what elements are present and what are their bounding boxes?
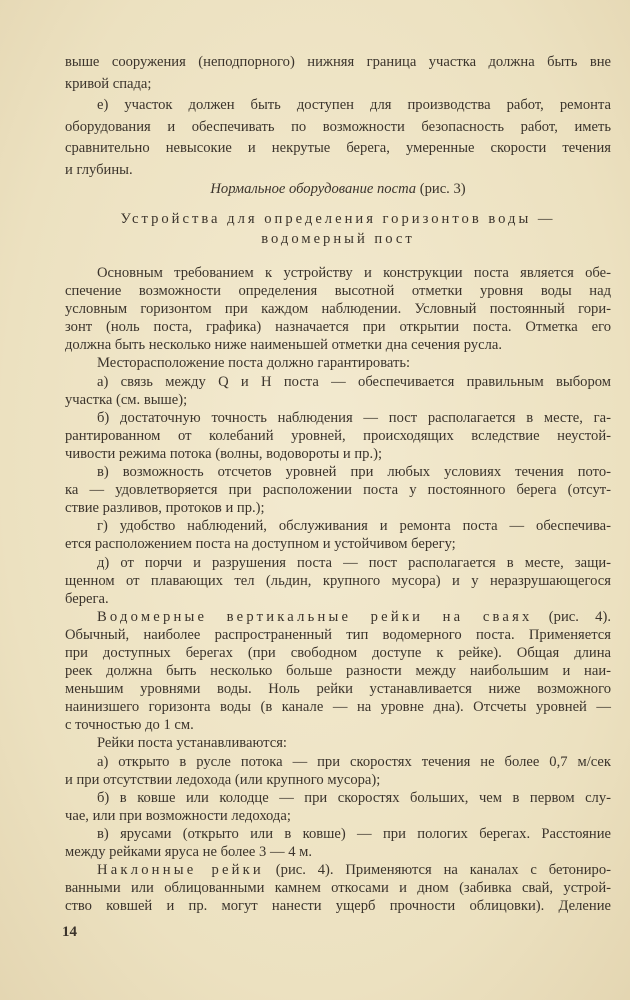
line-text: д) от порчи и разрушения поста — пост располагается в месте, защи-	[97, 554, 611, 571]
text-line	[65, 264, 611, 282]
line-text: сравнительно невысокие и некрутые берега, умеренные скорости течения	[65, 140, 611, 156]
line-text: г) удобство наблюдений, обслуживания и ремонта поста — обеспечива-	[97, 518, 611, 535]
text-line	[65, 716, 611, 734]
line-text: в) возможность отсчетов уровней при любых условиях течения пото-	[97, 464, 611, 481]
spaced-heading: Водомерные вертикальные рейки на сваях	[97, 608, 533, 625]
line-text: выше сооружения (неподпорного) нижняя граница участка должна быть вне	[65, 54, 611, 70]
line-text: реек должна быть несколько больше разности между наибольшим и наи-	[65, 663, 611, 680]
text-line	[65, 554, 611, 572]
section-title-line-1: Устройства для определения горизонтов воды —	[120, 211, 556, 227]
line-text: ванными или облицованными камнем откосами и дном (забивка свай, устрой-	[65, 880, 611, 897]
text-line	[65, 698, 611, 716]
line-text: е) участок должен быть доступен для производства работ, ремонта	[97, 97, 611, 113]
subheading	[65, 181, 611, 198]
text-line	[65, 427, 611, 445]
line-text: (рис. 4).	[532, 608, 611, 625]
text-line	[65, 789, 611, 807]
line-text: и глубины.	[65, 161, 133, 178]
line-text: Обычный, наиболее распространенный тип водомерного поста. Применяется	[65, 626, 611, 643]
text-line	[65, 590, 611, 608]
line-text: ется расположением поста на доступном и устойчивом берегу;	[65, 536, 456, 553]
text-line	[65, 680, 611, 698]
line-text: оборудования и обеспечивать по возможности безопасность работ, иметь	[65, 118, 611, 135]
text-line	[65, 644, 611, 662]
text-line	[65, 481, 611, 499]
line-text: участка (см. выше);	[65, 391, 188, 408]
text-line	[65, 52, 611, 74]
section-title-line-2: водомерный пост	[261, 231, 415, 247]
text-line	[65, 861, 611, 879]
line-text: ствие разливов, протоков и пр.);	[65, 500, 265, 517]
line-text: кривой спада;	[65, 75, 152, 92]
text-line	[65, 300, 611, 318]
text-line	[65, 445, 611, 463]
text-line	[65, 138, 611, 160]
line-text: ка — удовлетворяется при расположении поста у постоянного берега (отсут-	[65, 482, 611, 499]
text-line	[65, 897, 611, 915]
text-line	[65, 517, 611, 535]
line-text: чае, или при возможности ледохода;	[65, 807, 291, 824]
text-line	[65, 117, 611, 139]
text-line	[65, 753, 611, 771]
line-text: ство ковшей и пр. могут нанести ущерб прочности облицовки). Деление	[65, 898, 611, 915]
spaced-heading: Наклонные рейки	[97, 862, 264, 879]
line-text: берега.	[65, 590, 109, 607]
text-line	[65, 463, 611, 481]
line-text: в) ярусами (открыто или в ковше) — при пологих берегах. Расстояние	[97, 825, 611, 842]
text-line	[65, 535, 611, 553]
line-text: Основным требованием к устройству и конструкции поста является обе-	[97, 265, 611, 281]
line-text: между рейками яруса не более 3 — 4 м.	[65, 844, 313, 860]
line-text: чивости режима потока (волны, водовороты и пр.);	[65, 445, 383, 462]
text-line	[65, 807, 611, 825]
text-line	[65, 843, 611, 861]
line-text: щенном от плавающих тел (льдин, крупного мусора) и у неразрушающегося	[65, 572, 611, 589]
top-paragraphs	[65, 52, 611, 181]
line-text: Месторасположение поста должно гарантировать:	[97, 355, 411, 372]
line-text: Рейки поста устанавливаются:	[97, 735, 287, 752]
line-text: спечение возможности определения высотной отметки уровня воды над	[65, 283, 611, 300]
text-line	[65, 879, 611, 897]
line-text: с точностью до 1 см.	[65, 717, 194, 734]
line-text: и при отсутствии ледохода (или крупного мусора);	[65, 771, 381, 788]
line-text: б) достаточную точность наблюдения — пост располагается в месте, га-	[97, 409, 611, 426]
body-text	[65, 264, 611, 915]
line-text: а) связь между Q и H поста — обеспечивается правильным выбором	[97, 373, 611, 390]
line-text: меньшим уровнями воды. Ноль рейки устанавливается ниже возможного	[65, 681, 611, 698]
text-line	[65, 391, 611, 409]
text-line	[65, 282, 611, 300]
line-text: а) открыто в русле потока — при скоростях течения не более 0,7 м/сек	[97, 753, 611, 770]
line-text: наинизшего горизонта воды (в канале — на уровне дна). Отсчеты уровней —	[65, 699, 611, 716]
text-line	[65, 626, 611, 644]
text-line	[65, 74, 611, 96]
line-text: зонт (ноль поста, графика) назначается при открытии поста. Отметка его	[65, 319, 611, 336]
text-line	[65, 662, 611, 680]
subheading-figure-ref: (рис. 3)	[416, 181, 466, 197]
text-line	[65, 373, 611, 391]
text-line	[65, 608, 611, 626]
text-line	[65, 336, 611, 354]
line-text: (рис. 4). Применяются на каналах с бетониро-	[263, 862, 611, 879]
text-line	[65, 354, 611, 372]
line-text: б) в ковше или колодце — при скоростях больших, чем в первом слу-	[97, 789, 611, 806]
text-line	[65, 734, 611, 752]
line-text: рантированном от колебаний уровней, происходящих вследствие неустой-	[65, 427, 611, 444]
page-number: 14	[62, 924, 77, 940]
line-text: условным горизонтом при каждом наблюдении. Условный постоянный гори-	[65, 301, 611, 318]
subheading-italic: Нормальное оборудование поста	[210, 181, 417, 197]
text-line	[65, 771, 611, 789]
text-line	[65, 825, 611, 843]
text-line	[65, 318, 611, 336]
line-text: при доступных берегах (при свободном доступе к рейке). Общая длина	[65, 644, 611, 661]
line-text: должна быть несколько ниже наименьшей отметки дна сечения русла.	[65, 337, 502, 354]
text-line	[65, 572, 611, 590]
text-line	[65, 409, 611, 427]
text-line	[65, 160, 611, 182]
text-line	[65, 499, 611, 517]
text-line	[65, 95, 611, 117]
